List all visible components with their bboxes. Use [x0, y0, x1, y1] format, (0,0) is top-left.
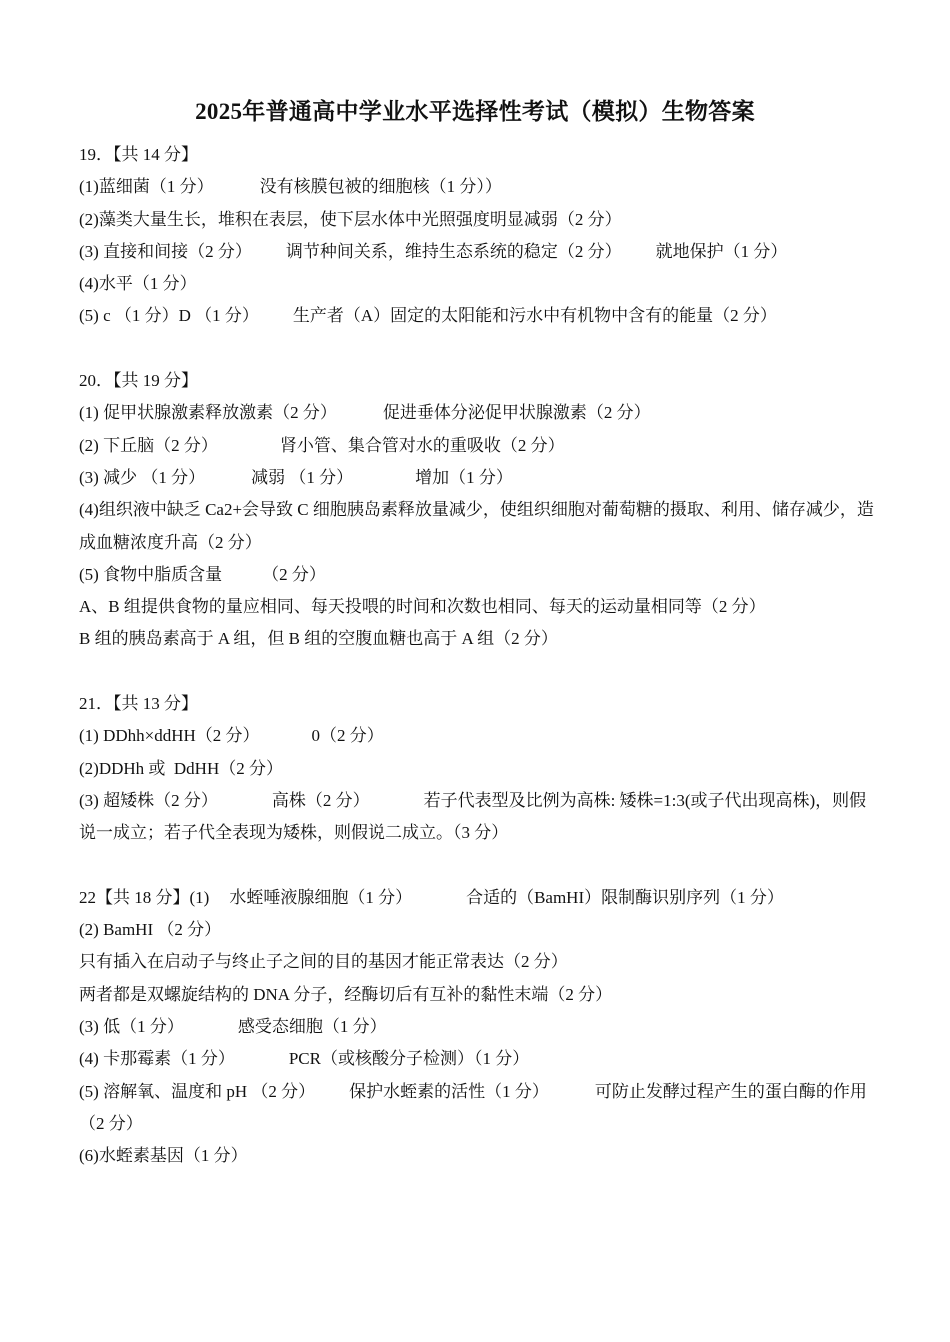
q20-5-part-b: （2 分）	[262, 564, 326, 584]
q19-5-part-b: 生产者（A）固定的太阳能和污水中有机物中含有的能量（2 分）	[292, 306, 777, 326]
q19-1-part-a: (1)蓝细菌（1 分）	[79, 177, 214, 197]
q21-header: 21．【共 13 分】	[79, 694, 198, 714]
q21-1-part-b: 0（2 分）	[311, 726, 384, 746]
q21-answer-2: (2)DDHh 或 DdHH（2 分）	[79, 758, 283, 778]
q19-answer-5	[79, 300, 875, 332]
spacer	[79, 850, 875, 882]
q20-2-part-a: (2) 下丘脑（2 分）	[79, 435, 218, 455]
q22-answer-5	[79, 1076, 875, 1141]
q22-5-part-a: (5) 溶解氧、温度和 pH （2 分）	[79, 1081, 316, 1101]
q22-5-part-b: 保护水蛭素的活性（1 分）	[349, 1081, 549, 1101]
q20-answer-3	[79, 462, 875, 494]
q19-answer-2: (2)藻类大量生长，堆积在表层，使下层水体中光照强度明显减弱（2 分）	[79, 209, 622, 229]
q21-3-part-b: 高株（2 分）	[271, 790, 370, 810]
q22-3-part-b: 感受态细胞（1 分）	[237, 1017, 387, 1037]
q20-3-part-c: 增加（1 分）	[415, 467, 513, 487]
q19-answer-1	[79, 171, 875, 203]
page-title: 2025年普通高中学业水平选择性考试（模拟）生物答案	[195, 99, 755, 124]
q21-3-part-c: 若子代表型及比例为高株: 矮株=1:3(或子代出现高株)，则假说一成立；若子代全表现为矮株，则假说二成立。（3 分）	[79, 790, 867, 843]
q19-header: 19．【共 14 分】	[79, 145, 198, 164]
q20-header: 20．【共 19 分】	[79, 371, 198, 391]
q22-header: 22【共 18 分】(1)	[79, 887, 210, 907]
q22-answer-2: (2) BamHI （2 分）	[79, 920, 222, 940]
q20-answer-1	[79, 397, 875, 429]
q19-answer-3	[79, 236, 875, 268]
q20-1-part-a: (1) 促甲状腺激素释放激素（2 分）	[79, 403, 337, 423]
q22-3-part-a: (3) 低（1 分）	[79, 1017, 184, 1037]
answer-body	[79, 139, 875, 1173]
q20-2-part-b: 肾小管、集合管对水的重吸收（2 分）	[279, 435, 565, 455]
q20-answer-5	[79, 559, 875, 591]
q21-answer-1	[79, 720, 875, 752]
q20-answer-7: B 组的胰岛素高于 A 组，但 B 组的空腹血糖也高于 A 组（2 分）	[79, 629, 558, 649]
q20-3-part-b: 减弱 （1 分）	[251, 467, 354, 487]
q22-answer-2-detail-2: 两者都是双螺旋结构的 DNA 分子，经酶切后有互补的黏性末端（2 分）	[79, 984, 613, 1004]
spacer	[79, 656, 875, 688]
q22-answer-1	[79, 882, 875, 914]
q21-3-part-a: (3) 超矮株（2 分）	[79, 790, 218, 810]
q19-3-part-b: 调节种间关系，维持生态系统的稳定（2 分）	[285, 241, 622, 261]
q20-5-part-a: (5) 食物中脂质含量	[79, 564, 223, 584]
q22-1-part-b: 合适的（BamHI）限制酶识别序列（1 分）	[466, 887, 784, 907]
q22-answer-4	[79, 1043, 875, 1075]
q21-answer-3	[79, 785, 875, 850]
q22-1-part-a: 水蛭唾液腺细胞（1 分）	[229, 887, 413, 907]
q19-3-part-a: (3) 直接和间接（2 分）	[79, 241, 252, 261]
q20-3-part-a: (3) 减少 （1 分）	[79, 467, 206, 487]
q22-answer-6: (6)水蛭素基因（1 分）	[79, 1146, 248, 1166]
q21-1-part-a: (1) DDhh×ddHH（2 分）	[79, 726, 260, 746]
q22-4-part-a: (4) 卡那霉素（1 分）	[79, 1049, 235, 1069]
q19-3-part-c: 就地保护（1 分）	[655, 241, 788, 261]
q19-answer-4: (4)水平（1 分）	[79, 274, 197, 294]
q20-1-part-b: 促进垂体分泌促甲状腺激素（2 分）	[382, 403, 651, 423]
q22-5-part-c: 可防止发酵过程产生的蛋白酶的作用（2 分）	[79, 1081, 867, 1133]
q20-answer-4: (4)组织液中缺乏 Ca2+会导致 C 细胞胰岛素释放量减少，使组织细胞对葡萄糖的摄取、利用、储存减少，造成血糖浓度升高（2 分）	[79, 500, 874, 552]
q19-1-part-b: 没有核膜包被的细胞核（1 分））	[259, 177, 502, 197]
q22-answer-2-detail-1: 只有插入在启动子与终止子之间的目的基因才能正常表达（2 分）	[79, 952, 568, 972]
q20-answer-2	[79, 430, 875, 462]
q19-5-part-a: (5) c （1 分）D （1 分）	[79, 306, 259, 326]
spacer	[79, 333, 875, 365]
q20-answer-6: A、B 组提供食物的量应相同、每天投喂的时间和次数也相同、每天的运动量相同等（2 分）	[79, 597, 766, 617]
q22-answer-3	[79, 1011, 875, 1043]
q22-4-part-b: PCR（或核酸分子检测）（1 分）	[288, 1049, 530, 1069]
